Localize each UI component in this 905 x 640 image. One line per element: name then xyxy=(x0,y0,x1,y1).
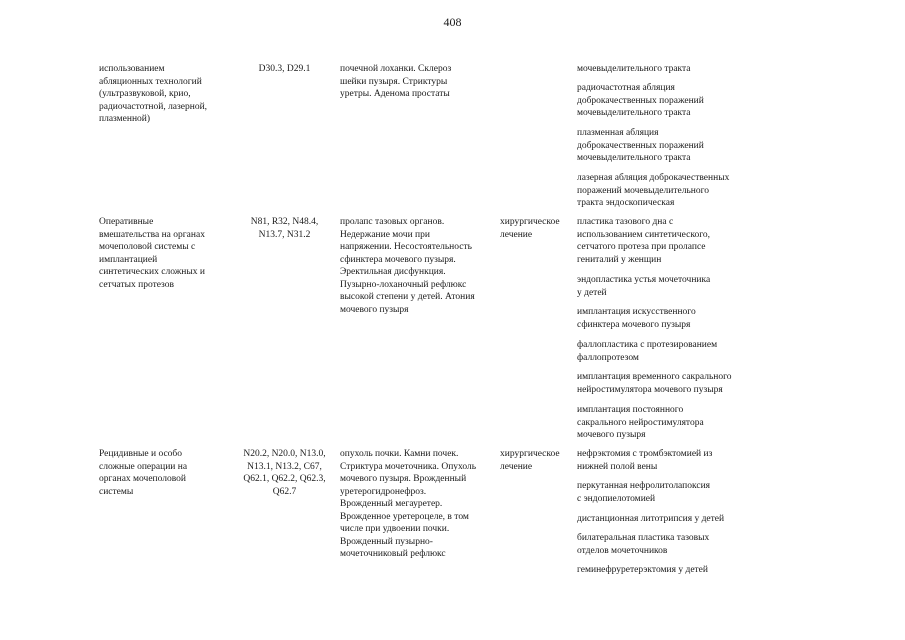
row-0-method-3: лазерная абляция доброкачественных поражений мочевыделительного тракта эндоскопическая xyxy=(577,173,730,208)
row-2-procedure-name: Рецидивные и особо сложные операции на органах мочеполовой системы xyxy=(99,449,188,497)
row-1-icd-codes: N81, R32, N48.4, N13.7, N31.2 xyxy=(250,217,319,240)
row-0-procedure-name: использованием абляционных технологий (ультразвуковой, крио, радиочастотной, лазерной, плазменной) xyxy=(99,64,208,124)
row-1-procedure-name: Оперативные вмешательства на органах мочеполовой системы с имплантацией синтетических сложных и сетчатых протезов xyxy=(99,217,205,290)
row-1-method-5: имплантация постоянного сакрального нейростимулятора мочевого пузыря xyxy=(577,405,704,440)
row-1-method-4: имплантация временного сакрального нейростимулятора мочевого пузыря xyxy=(577,372,732,395)
row-1-patient-model: пролапс тазовых органов. Недержание мочи при напряжении. Несостоятельность сфинктера мочевого пузыря. Эректильная дисфункция. Пузырно-лоханочный рефлюкс высокой степени у детей. Атония мочевого пузыря xyxy=(340,217,475,315)
row-2-method-3: билатеральная пластика тазовых отделов мочеточников xyxy=(577,533,710,556)
row-0-method-0: мочевыделительного тракта xyxy=(577,64,691,74)
row-1-method-3: фаллопластика с протезированием фаллопротезом xyxy=(577,340,718,363)
row-1-method-2: имплантация искусственного сфинктера мочевого пузыря xyxy=(577,307,696,330)
row-2-patient-model: опухоль почки. Камни почек. Стриктура мочеточника. Опухоль мочевого пузыря. Врожденный уретерогидронефроз. Врожденный мегауретер. Врожденное уретероцеле, в том числе при удвоении почки. Врожденный пузырно- мочеточниковый рефлюкс xyxy=(340,449,477,559)
row-2-method-1: перкутанная нефролитолапоксия с эндопиелотомией xyxy=(577,481,711,504)
page-number: 408 xyxy=(443,15,462,29)
row-0-method-2: плазменная абляция доброкачественных поражений мочевыделительного тракта xyxy=(577,128,704,163)
row-0-patient-model: почечной лоханки. Склероз шейки пузыря. Стриктуры уретры. Аденома простаты xyxy=(340,64,452,99)
row-1-method-1: эндопластика устья мочеточника у детей xyxy=(577,275,711,298)
row-2-method-4: геминефруретерэктомия у детей xyxy=(577,565,708,575)
row-2-method-2: дистанционная литотрипсия у детей xyxy=(577,514,725,524)
row-1-treatment-type: хирургическое лечение xyxy=(500,217,560,240)
row-2-method-0: нефрэктомия с тромбэктомией из нижней полой вены xyxy=(577,449,713,472)
row-2-treatment-type: хирургическое лечение xyxy=(500,449,560,472)
row-0-method-1: радиочастотная абляция доброкачественных поражений мочевыделительного тракта xyxy=(577,83,704,118)
row-2-icd-codes: N20.2, N20.0, N13.0, N13.1, N13.2, C67, Q62.1, Q62.2, Q62.3, Q62.7 xyxy=(243,449,326,497)
row-1-method-0: пластика тазового дна с использованием синтетического, сетчатого протеза при пролапсе гениталий у женщин xyxy=(577,217,710,265)
row-0-icd-codes: D30.3, D29.1 xyxy=(258,64,311,74)
